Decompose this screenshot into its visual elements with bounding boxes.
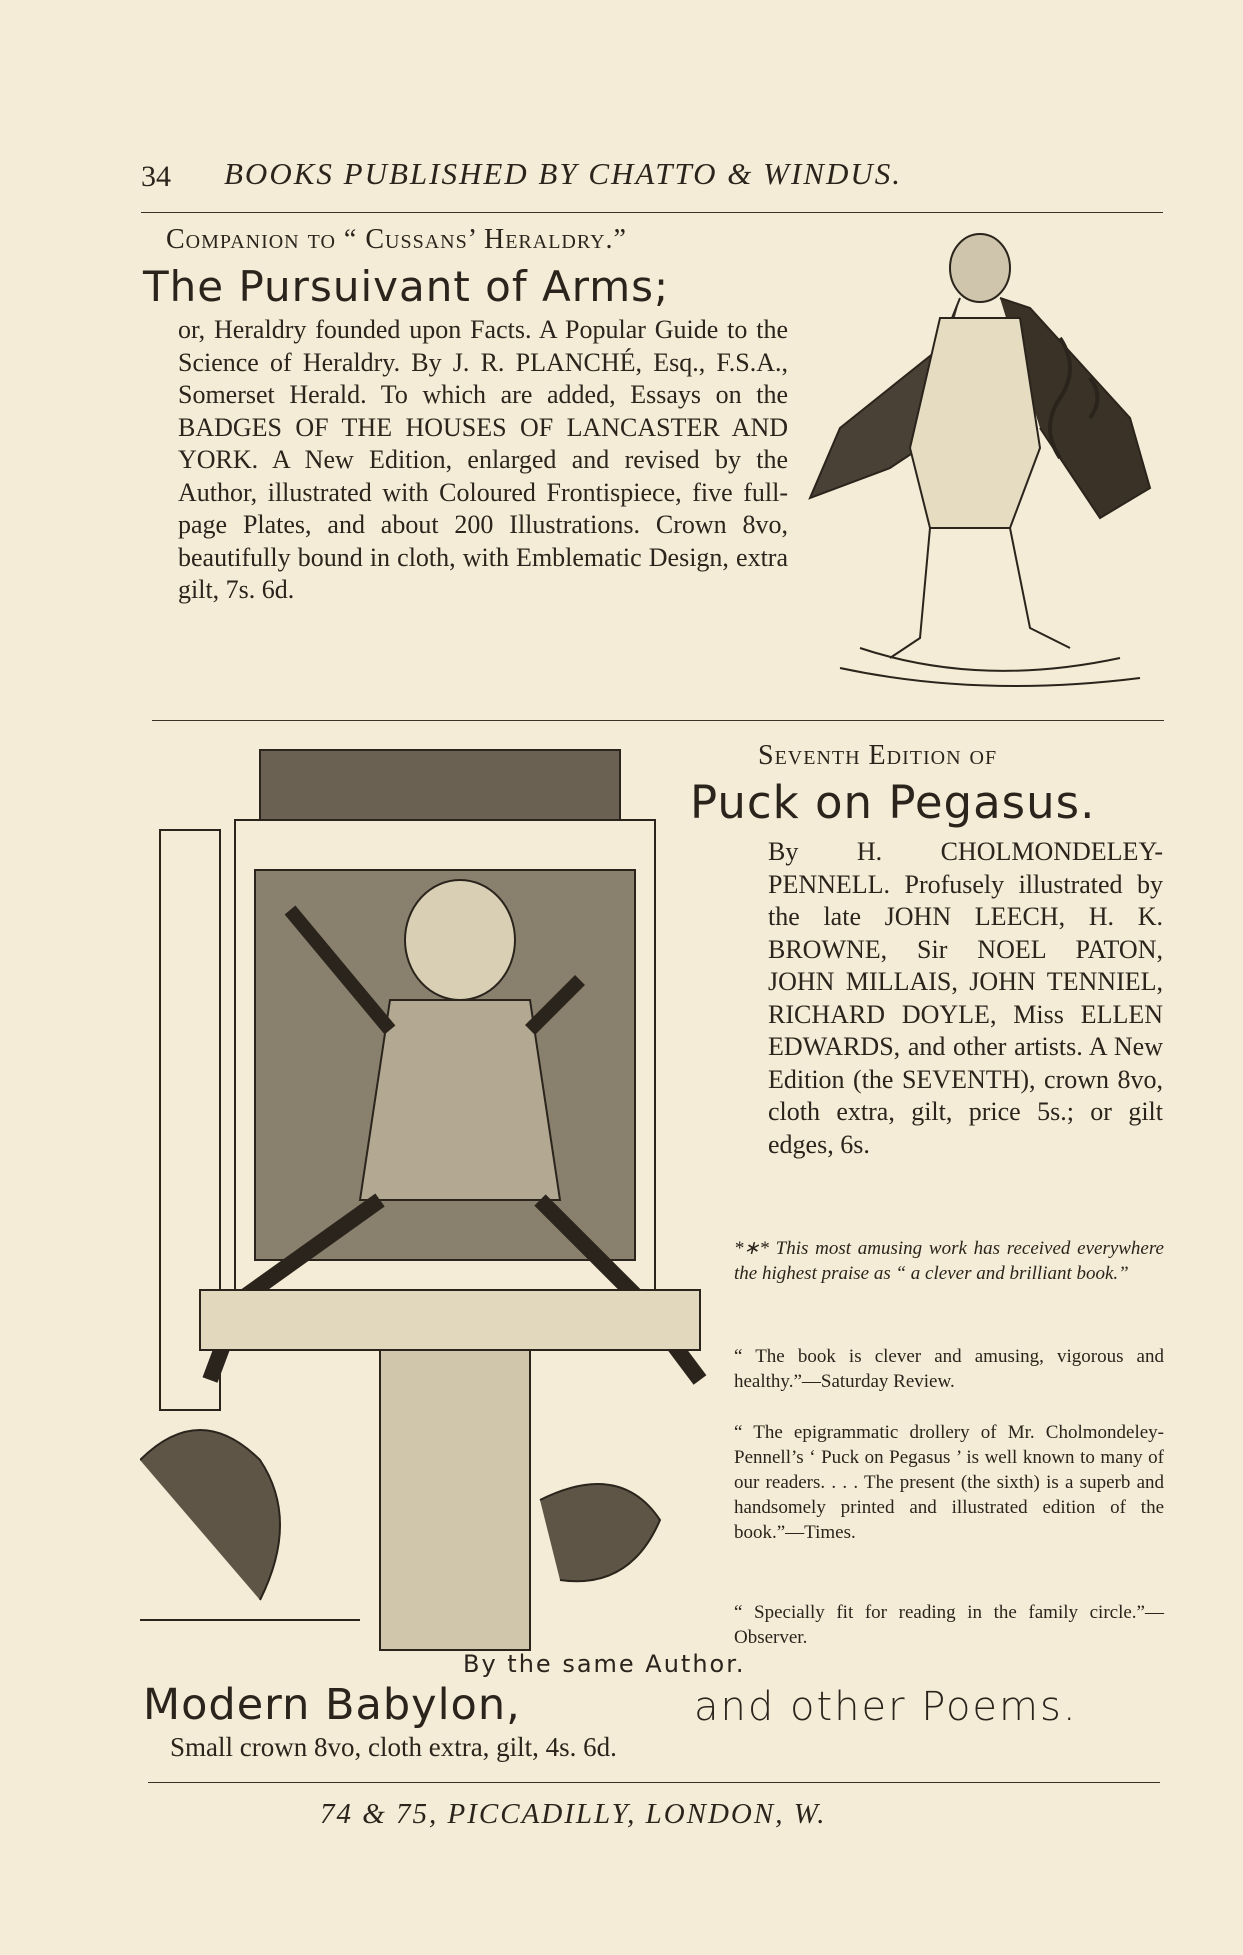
entry3-title-rest: and other Poems. xyxy=(694,1684,1078,1730)
page-number: 34 xyxy=(141,160,171,193)
entry2-kicker: Seventh Edition of xyxy=(758,740,998,771)
running-title: BOOKS PUBLISHED BY CHATTO & WINDUS. xyxy=(224,156,902,191)
entry2-review2: “ The epigrammatic drollery of Mr. Cholmondeley-Pennell’s ‘ Puck on Pegasus ’ is well known to many of our readers. . . . The present (the sixth) is a superb and handsomely printed and illustrated edition of the book.”—Times. xyxy=(734,1422,1164,1543)
footer-address: 74 & 75, PICCADILLY, LONDON, W. xyxy=(320,1798,827,1830)
entry2-review3: “ Specially fit for reading in the family circle.”—Observer. xyxy=(734,1602,1164,1648)
entry2-body: By H. CHOLMONDELEY-PENNELL. Profusely illustrated by the late JOHN LEECH, H. K. BROWNE, Sir NOEL PATON, JOHN MILLAIS, JOHN TENNIEL, RICHARD DOYLE, Miss ELLEN EDWARDS, and other artists. A New Edition (the SEVENTH), crown 8vo, cloth extra, gilt, price 5s.; or gilt edges, 6s. xyxy=(768,837,1163,1159)
entry1-title: The Pursuivant of Arms; xyxy=(143,262,670,311)
entry1-body: or, Heraldry founded upon Facts. A Popular Guide to the Science of Heraldry. By J. R. PLANCHÉ, Esq., F.S.A., Somerset Herald. To which are added, Essays on the BADGES OF THE HOUSES OF LANCASTER AND YORK. A New Edition, enlarged and revised by the Author, illustrated with Coloured Frontispiece, five full-page Plates, and about 200 Illustrations. Crown 8vo, beautifully bound in cloth, with Emblematic Design, extra gilt, 7s. 6d. xyxy=(178,315,788,604)
entry2-note: *∗* This most amusing work has received everywhere the highest praise as “ a clever and brilliant book.” xyxy=(734,1238,1164,1284)
footer-rule xyxy=(148,1782,1160,1783)
entry3-title-main: Modern Babylon, xyxy=(143,1680,521,1730)
entry1-kicker: Companion to “ Cussans’ Heraldry.” xyxy=(166,224,627,255)
section-rule-1 xyxy=(152,720,1164,721)
herald-figure-engraving xyxy=(800,228,1170,708)
entry3-body: Small crown 8vo, cloth extra, gilt, 4s. 6d. xyxy=(170,1732,617,1762)
entry2-review1: “ The book is clever and amusing, vigorous and healthy.”—Saturday Review. xyxy=(734,1346,1164,1392)
header-rule xyxy=(141,212,1163,213)
entry3-kicker: By the same Author. xyxy=(463,1650,746,1678)
man-in-window-engraving xyxy=(140,740,720,1670)
entry2-title: Puck on Pegasus. xyxy=(690,776,1096,829)
